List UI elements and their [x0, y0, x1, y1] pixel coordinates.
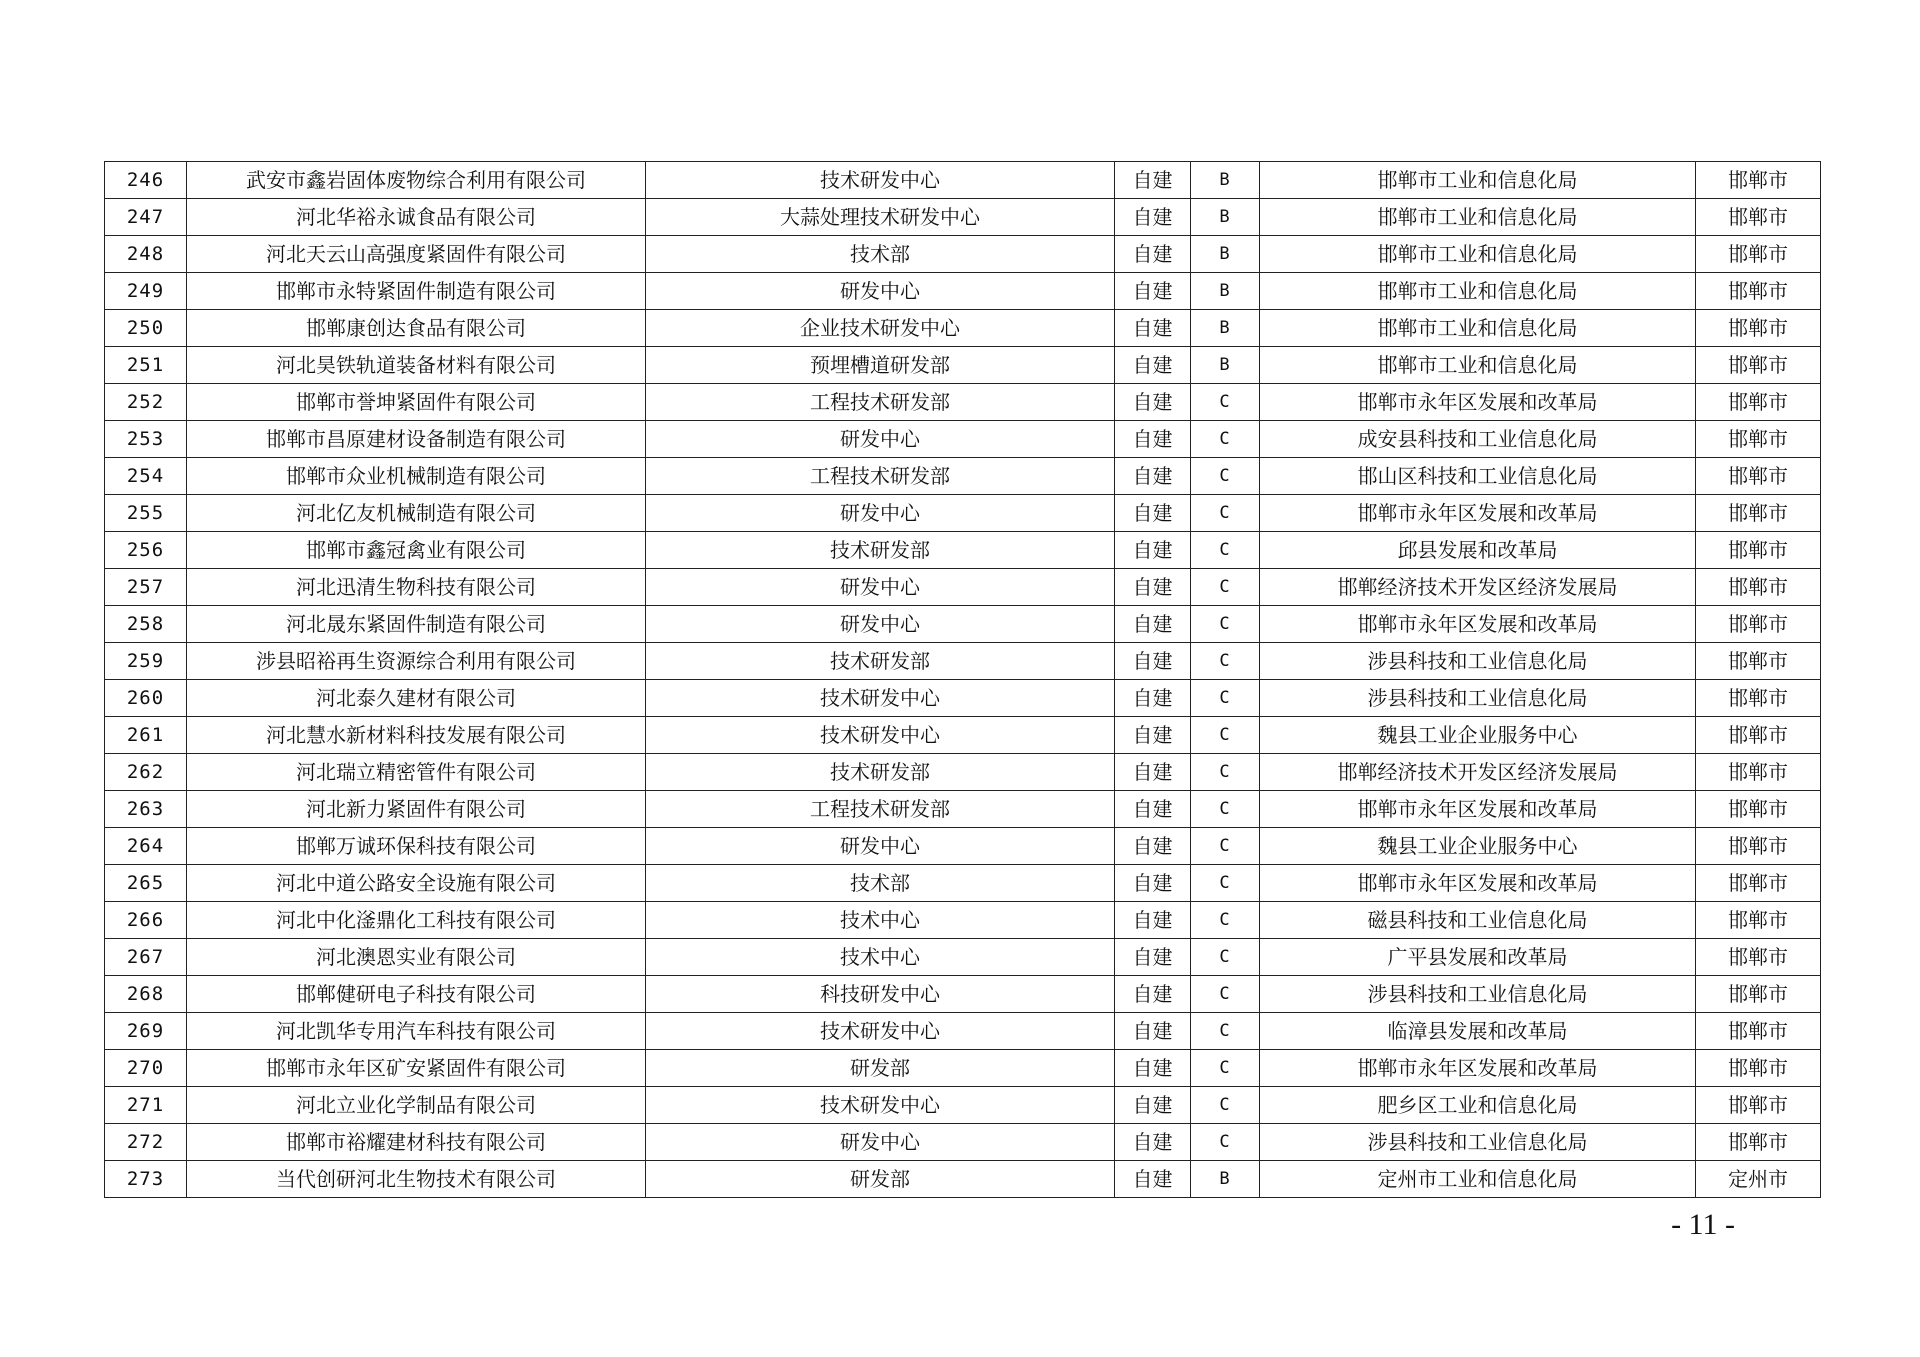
- row-number: 249: [105, 273, 187, 310]
- table-row: [105, 902, 1821, 939]
- level-grade: B: [1191, 162, 1260, 199]
- table-row: [105, 791, 1821, 828]
- level-grade: B: [1191, 347, 1260, 384]
- level-grade: B: [1191, 236, 1260, 273]
- city-name: 邯郸市: [1696, 1124, 1821, 1161]
- recommending-department: 邯郸市永年区发展和改革局: [1260, 495, 1696, 532]
- company-name: 河北晟东紧固件制造有限公司: [187, 606, 646, 643]
- level-grade: C: [1191, 680, 1260, 717]
- construction-type: 自建: [1115, 384, 1191, 421]
- recommending-department: 广平县发展和改革局: [1260, 939, 1696, 976]
- recommending-department: 定州市工业和信息化局: [1260, 1161, 1696, 1198]
- company-name: 邯郸健研电子科技有限公司: [187, 976, 646, 1013]
- row-number: 261: [105, 717, 187, 754]
- row-number: 246: [105, 162, 187, 199]
- company-name: 河北慧水新材料科技发展有限公司: [187, 717, 646, 754]
- city-name: 邯郸市: [1696, 532, 1821, 569]
- construction-type: 自建: [1115, 1013, 1191, 1050]
- table-row: [105, 1124, 1821, 1161]
- level-grade: C: [1191, 643, 1260, 680]
- level-grade: C: [1191, 495, 1260, 532]
- company-name: 河北泰久建材有限公司: [187, 680, 646, 717]
- table-row: [105, 384, 1821, 421]
- rd-center-name: 技术中心: [646, 939, 1115, 976]
- table-row: [105, 976, 1821, 1013]
- company-name: 河北澳恩实业有限公司: [187, 939, 646, 976]
- company-name: 河北中道公路安全设施有限公司: [187, 865, 646, 902]
- rd-center-name: 大蒜处理技术研发中心: [646, 199, 1115, 236]
- rd-center-name: 工程技术研发部: [646, 458, 1115, 495]
- table-row: [105, 532, 1821, 569]
- row-number: 272: [105, 1124, 187, 1161]
- rd-center-name: 工程技术研发部: [646, 791, 1115, 828]
- construction-type: 自建: [1115, 569, 1191, 606]
- table-row: [105, 421, 1821, 458]
- construction-type: 自建: [1115, 495, 1191, 532]
- table-body: [105, 162, 1821, 1198]
- construction-type: 自建: [1115, 643, 1191, 680]
- row-number: 264: [105, 828, 187, 865]
- company-name: 河北亿友机械制造有限公司: [187, 495, 646, 532]
- rd-center-name: 技术部: [646, 236, 1115, 273]
- construction-type: 自建: [1115, 939, 1191, 976]
- level-grade: C: [1191, 791, 1260, 828]
- table-row: [105, 495, 1821, 532]
- recommending-department: 涉县科技和工业信息化局: [1260, 680, 1696, 717]
- table-row: [105, 643, 1821, 680]
- row-number: 269: [105, 1013, 187, 1050]
- rd-center-name: 研发中心: [646, 495, 1115, 532]
- construction-type: 自建: [1115, 162, 1191, 199]
- city-name: 邯郸市: [1696, 495, 1821, 532]
- rd-center-name: 技术研发部: [646, 532, 1115, 569]
- level-grade: C: [1191, 384, 1260, 421]
- construction-type: 自建: [1115, 199, 1191, 236]
- construction-type: 自建: [1115, 310, 1191, 347]
- recommending-department: 邯郸市工业和信息化局: [1260, 347, 1696, 384]
- rd-center-name: 研发部: [646, 1161, 1115, 1198]
- company-name: 河北中化滏鼎化工科技有限公司: [187, 902, 646, 939]
- rd-center-name: 技术研发部: [646, 754, 1115, 791]
- recommending-department: 邯郸市工业和信息化局: [1260, 310, 1696, 347]
- level-grade: C: [1191, 421, 1260, 458]
- recommending-department: 邯郸市工业和信息化局: [1260, 162, 1696, 199]
- level-grade: C: [1191, 902, 1260, 939]
- level-grade: C: [1191, 828, 1260, 865]
- city-name: 邯郸市: [1696, 754, 1821, 791]
- company-name: 河北立业化学制品有限公司: [187, 1087, 646, 1124]
- construction-type: 自建: [1115, 421, 1191, 458]
- level-grade: C: [1191, 1013, 1260, 1050]
- row-number: 250: [105, 310, 187, 347]
- city-name: 邯郸市: [1696, 569, 1821, 606]
- table-row: [105, 680, 1821, 717]
- construction-type: 自建: [1115, 236, 1191, 273]
- company-name: 涉县昭裕再生资源综合利用有限公司: [187, 643, 646, 680]
- table-row: [105, 273, 1821, 310]
- table-row: [105, 1013, 1821, 1050]
- construction-type: 自建: [1115, 532, 1191, 569]
- recommending-department: 邯郸经济技术开发区经济发展局: [1260, 569, 1696, 606]
- recommending-department: 邱县发展和改革局: [1260, 532, 1696, 569]
- city-name: 邯郸市: [1696, 643, 1821, 680]
- recommending-department: 涉县科技和工业信息化局: [1260, 643, 1696, 680]
- city-name: 邯郸市: [1696, 310, 1821, 347]
- level-grade: C: [1191, 717, 1260, 754]
- row-number: 252: [105, 384, 187, 421]
- construction-type: 自建: [1115, 1124, 1191, 1161]
- rd-center-name: 技术研发中心: [646, 717, 1115, 754]
- rd-center-name: 研发中心: [646, 421, 1115, 458]
- rd-center-name: 工程技术研发部: [646, 384, 1115, 421]
- row-number: 248: [105, 236, 187, 273]
- city-name: 邯郸市: [1696, 347, 1821, 384]
- construction-type: 自建: [1115, 1050, 1191, 1087]
- company-name: 邯郸市昌原建材设备制造有限公司: [187, 421, 646, 458]
- recommending-department: 临漳县发展和改革局: [1260, 1013, 1696, 1050]
- level-grade: B: [1191, 1161, 1260, 1198]
- level-grade: C: [1191, 532, 1260, 569]
- row-number: 254: [105, 458, 187, 495]
- recommending-department: 魏县工业企业服务中心: [1260, 717, 1696, 754]
- table-row: [105, 162, 1821, 199]
- row-number: 265: [105, 865, 187, 902]
- company-name: 河北迅清生物科技有限公司: [187, 569, 646, 606]
- row-number: 255: [105, 495, 187, 532]
- row-number: 270: [105, 1050, 187, 1087]
- level-grade: C: [1191, 754, 1260, 791]
- construction-type: 自建: [1115, 273, 1191, 310]
- city-name: 邯郸市: [1696, 939, 1821, 976]
- city-name: 邯郸市: [1696, 162, 1821, 199]
- company-name: 河北昊铁轨道装备材料有限公司: [187, 347, 646, 384]
- rd-center-name: 研发部: [646, 1050, 1115, 1087]
- construction-type: 自建: [1115, 458, 1191, 495]
- company-name: 邯郸万诚环保科技有限公司: [187, 828, 646, 865]
- company-name: 邯郸市众业机械制造有限公司: [187, 458, 646, 495]
- construction-type: 自建: [1115, 976, 1191, 1013]
- table-row: [105, 717, 1821, 754]
- level-grade: C: [1191, 569, 1260, 606]
- table-row: [105, 865, 1821, 902]
- recommending-department: 邯郸市工业和信息化局: [1260, 199, 1696, 236]
- level-grade: C: [1191, 458, 1260, 495]
- recommending-department: 邯郸市永年区发展和改革局: [1260, 606, 1696, 643]
- recommending-department: 成安县科技和工业信息化局: [1260, 421, 1696, 458]
- table-row: [105, 347, 1821, 384]
- level-grade: C: [1191, 865, 1260, 902]
- recommending-department: 邯郸市永年区发展和改革局: [1260, 384, 1696, 421]
- city-name: 邯郸市: [1696, 1050, 1821, 1087]
- recommending-department: 邯郸市工业和信息化局: [1260, 236, 1696, 273]
- table-row: [105, 569, 1821, 606]
- rd-center-name: 技术研发中心: [646, 162, 1115, 199]
- construction-type: 自建: [1115, 606, 1191, 643]
- row-number: 268: [105, 976, 187, 1013]
- construction-type: 自建: [1115, 902, 1191, 939]
- construction-type: 自建: [1115, 828, 1191, 865]
- table-row: [105, 828, 1821, 865]
- rd-center-name: 技术研发中心: [646, 680, 1115, 717]
- level-grade: C: [1191, 939, 1260, 976]
- recommending-department: 邯山区科技和工业信息化局: [1260, 458, 1696, 495]
- row-number: 266: [105, 902, 187, 939]
- company-name: 邯郸市永年区矿安紧固件有限公司: [187, 1050, 646, 1087]
- city-name: 邯郸市: [1696, 606, 1821, 643]
- rd-center-name: 研发中心: [646, 606, 1115, 643]
- recommending-department: 邯郸市永年区发展和改革局: [1260, 865, 1696, 902]
- recommending-department: 涉县科技和工业信息化局: [1260, 976, 1696, 1013]
- level-grade: C: [1191, 976, 1260, 1013]
- table-row: [105, 1087, 1821, 1124]
- city-name: 邯郸市: [1696, 421, 1821, 458]
- company-name: 河北天云山高强度紧固件有限公司: [187, 236, 646, 273]
- row-number: 256: [105, 532, 187, 569]
- city-name: 邯郸市: [1696, 865, 1821, 902]
- level-grade: B: [1191, 273, 1260, 310]
- row-number: 257: [105, 569, 187, 606]
- row-number: 251: [105, 347, 187, 384]
- construction-type: 自建: [1115, 680, 1191, 717]
- company-name: 当代创研河北生物技术有限公司: [187, 1161, 646, 1198]
- city-name: 邯郸市: [1696, 199, 1821, 236]
- rd-center-name: 研发中心: [646, 273, 1115, 310]
- level-grade: B: [1191, 310, 1260, 347]
- page-number: - 11 -: [1671, 1208, 1735, 1241]
- company-name: 河北华裕永诚食品有限公司: [187, 199, 646, 236]
- city-name: 邯郸市: [1696, 717, 1821, 754]
- table-row: [105, 236, 1821, 273]
- rd-center-name: 研发中心: [646, 828, 1115, 865]
- company-name: 邯郸市鑫冠禽业有限公司: [187, 532, 646, 569]
- company-name: 邯郸市誉坤紧固件有限公司: [187, 384, 646, 421]
- rd-center-name: 研发中心: [646, 1124, 1115, 1161]
- city-name: 邯郸市: [1696, 902, 1821, 939]
- construction-type: 自建: [1115, 1161, 1191, 1198]
- table-row: [105, 458, 1821, 495]
- row-number: 263: [105, 791, 187, 828]
- recommending-department: 肥乡区工业和信息化局: [1260, 1087, 1696, 1124]
- company-name: 河北瑞立精密管件有限公司: [187, 754, 646, 791]
- company-name: 河北凯华专用汽车科技有限公司: [187, 1013, 646, 1050]
- table-row: [105, 939, 1821, 976]
- company-name: 河北新力紧固件有限公司: [187, 791, 646, 828]
- table-row: [105, 754, 1821, 791]
- row-number: 258: [105, 606, 187, 643]
- row-number: 259: [105, 643, 187, 680]
- row-number: 247: [105, 199, 187, 236]
- company-name: 武安市鑫岩固体废物综合利用有限公司: [187, 162, 646, 199]
- city-name: 邯郸市: [1696, 680, 1821, 717]
- recommending-department: 涉县科技和工业信息化局: [1260, 1124, 1696, 1161]
- rd-center-name: 技术部: [646, 865, 1115, 902]
- row-number: 267: [105, 939, 187, 976]
- row-number: 271: [105, 1087, 187, 1124]
- construction-type: 自建: [1115, 791, 1191, 828]
- rd-center-name: 技术中心: [646, 902, 1115, 939]
- recommending-department: 邯郸市永年区发展和改革局: [1260, 791, 1696, 828]
- row-number: 253: [105, 421, 187, 458]
- construction-type: 自建: [1115, 717, 1191, 754]
- rd-center-name: 企业技术研发中心: [646, 310, 1115, 347]
- recommending-department: 邯郸市工业和信息化局: [1260, 273, 1696, 310]
- recommending-department: 魏县工业企业服务中心: [1260, 828, 1696, 865]
- construction-type: 自建: [1115, 865, 1191, 902]
- city-name: 邯郸市: [1696, 384, 1821, 421]
- rd-center-name: 预埋槽道研发部: [646, 347, 1115, 384]
- table-row: [105, 606, 1821, 643]
- city-name: 邯郸市: [1696, 791, 1821, 828]
- level-grade: C: [1191, 606, 1260, 643]
- city-name: 定州市: [1696, 1161, 1821, 1198]
- construction-type: 自建: [1115, 1087, 1191, 1124]
- rd-center-name: 技术研发中心: [646, 1087, 1115, 1124]
- city-name: 邯郸市: [1696, 976, 1821, 1013]
- row-number: 262: [105, 754, 187, 791]
- level-grade: C: [1191, 1124, 1260, 1161]
- city-name: 邯郸市: [1696, 236, 1821, 273]
- company-name: 邯郸康创达食品有限公司: [187, 310, 646, 347]
- row-number: 260: [105, 680, 187, 717]
- enterprise-rd-table: [104, 161, 1821, 1198]
- rd-center-name: 技术研发部: [646, 643, 1115, 680]
- rd-center-name: 科技研发中心: [646, 976, 1115, 1013]
- city-name: 邯郸市: [1696, 828, 1821, 865]
- table-row: [105, 1161, 1821, 1198]
- construction-type: 自建: [1115, 347, 1191, 384]
- rd-center-name: 研发中心: [646, 569, 1115, 606]
- row-number: 273: [105, 1161, 187, 1198]
- city-name: 邯郸市: [1696, 1087, 1821, 1124]
- construction-type: 自建: [1115, 754, 1191, 791]
- city-name: 邯郸市: [1696, 1013, 1821, 1050]
- company-name: 邯郸市永特紧固件制造有限公司: [187, 273, 646, 310]
- company-name: 邯郸市裕耀建材科技有限公司: [187, 1124, 646, 1161]
- level-grade: C: [1191, 1087, 1260, 1124]
- level-grade: C: [1191, 1050, 1260, 1087]
- level-grade: B: [1191, 199, 1260, 236]
- recommending-department: 邯郸市永年区发展和改革局: [1260, 1050, 1696, 1087]
- table-row: [105, 1050, 1821, 1087]
- table-row: [105, 310, 1821, 347]
- recommending-department: 邯郸经济技术开发区经济发展局: [1260, 754, 1696, 791]
- recommending-department: 磁县科技和工业信息化局: [1260, 902, 1696, 939]
- table-row: [105, 199, 1821, 236]
- city-name: 邯郸市: [1696, 458, 1821, 495]
- city-name: 邯郸市: [1696, 273, 1821, 310]
- rd-center-name: 技术研发中心: [646, 1013, 1115, 1050]
